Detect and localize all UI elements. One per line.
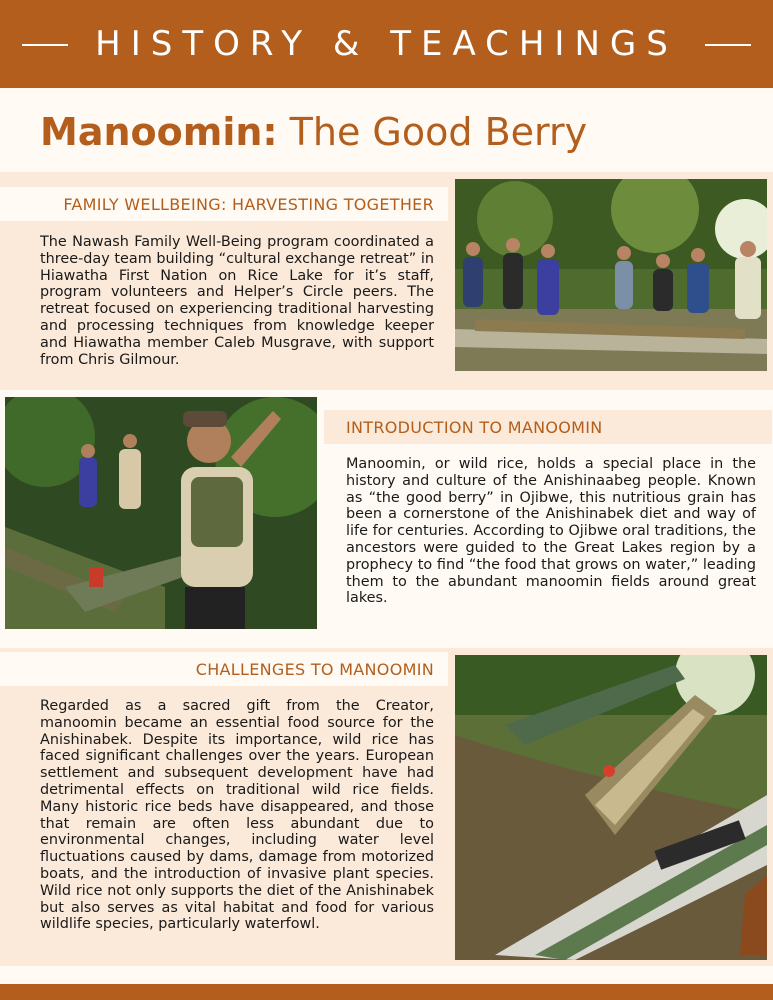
header-title: HISTORY & TEACHINGS	[95, 24, 678, 64]
page-title-rest: The Good Berry	[277, 110, 588, 154]
section-heading-family-wellbeing: FAMILY WELLBEING: HARVESTING TOGETHER	[0, 187, 448, 221]
section-body-introduction: Manoomin, or wild rice, holds a special place in the history and culture of the Anishinaabeg people. Known as “the good berry” in Ojibwe, this nutritious grain has been a cornerstone of the Anishinabek diet and way of life for centuries. According to Ojibwe oral traditions, the ancestors were guided to the Great Lakes region by a prophecy to find “the food that grows on water,” leading them to the abundant manoomin fields around great lakes.	[346, 456, 756, 607]
page-title	[40, 110, 587, 154]
section-body-family-wellbeing: The Nawash Family Well-Being program coordinated a three-day team building “cultural exchange retreat” in Hiawatha First Nation on Rice Lake for it’s staff, program volunteers and Helper’s Circle peers. The retreat focused on experiencing traditional harvesting and processing techniques from knowledge keeper and Hiawatha member Caleb Musgrave, with support from Chris Gilmour.	[40, 234, 434, 368]
page-header	[0, 0, 773, 88]
page-title-bold: Manoomin:	[40, 110, 278, 154]
header-rule-right	[705, 44, 751, 46]
section-body-challenges: Regarded as a sacred gift from the Creator, manoomin became an essential food source for the Anishinabek. Despite its importance, wild rice has faced significant challenges over the years. European settlement and subsequent development have had detrimental effects on traditional wild rice fields. Many historic rice beds have disappeared, and those that remain are often less abundant due to environmental changes, including water level fluctuations caused by dams, damage from motorized boats, and the introduction of invasive plant species. Wild rice not only supports the diet of the Anishinabek but also serves as vital habitat and food for various wildlife species, particularly waterfowl.	[40, 698, 434, 933]
section-heading-challenges: CHALLENGES TO MANOOMIN	[0, 652, 448, 686]
photo-man-pointing	[5, 397, 317, 629]
page-footer-bar	[0, 984, 773, 1000]
header-rule-left	[22, 44, 68, 46]
photo-group-by-canoes	[455, 179, 767, 371]
photo-canoes-on-shore	[455, 655, 767, 960]
section-heading-introduction: INTRODUCTION TO MANOOMIN	[324, 410, 772, 444]
